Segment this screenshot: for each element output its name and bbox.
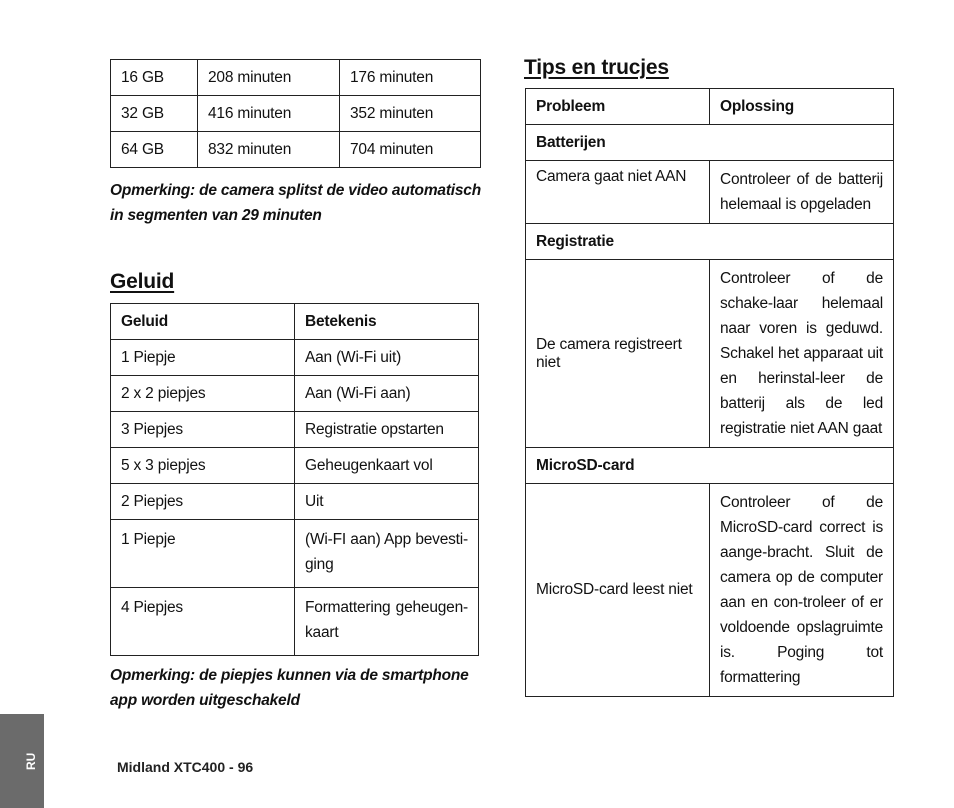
table-row bbox=[111, 448, 479, 484]
table-cell: 5 x 3 piepjes bbox=[111, 448, 295, 484]
geluid-heading: Geluid bbox=[110, 270, 175, 293]
table-row bbox=[111, 96, 481, 132]
table-row bbox=[111, 588, 479, 656]
troubleshooting-table bbox=[525, 88, 894, 697]
table-cell: 416 minuten bbox=[198, 96, 340, 132]
table-row bbox=[526, 484, 894, 697]
column-header-geluid: Geluid bbox=[111, 304, 295, 340]
table-cell: Aan (Wi-Fi uit) bbox=[295, 340, 479, 376]
solution-cell: Controleer of de batterij helemaal is opgeladen bbox=[710, 161, 894, 224]
table-row bbox=[111, 340, 479, 376]
table-cell: 1 Piepje bbox=[111, 340, 295, 376]
table-row bbox=[526, 260, 894, 448]
table-cell: Registratie opstarten bbox=[295, 412, 479, 448]
language-tab-label: RU bbox=[24, 752, 38, 770]
table-cell: 352 minuten bbox=[340, 96, 481, 132]
table-cell: 832 minuten bbox=[198, 132, 340, 168]
table-row bbox=[111, 376, 479, 412]
section-title: MicroSD-card bbox=[526, 448, 894, 484]
table-cell: 64 GB bbox=[111, 132, 198, 168]
tips-heading: Tips en trucjes bbox=[524, 56, 669, 79]
table-row bbox=[526, 161, 894, 224]
section-title: Batterijen bbox=[526, 125, 894, 161]
problem-cell: De camera registreert niet bbox=[526, 260, 710, 448]
table-row bbox=[111, 60, 481, 96]
table-cell: 3 Piepjes bbox=[111, 412, 295, 448]
table-cell: 208 minuten bbox=[198, 60, 340, 96]
problem-cell: MicroSD-card leest niet bbox=[526, 484, 710, 697]
table-cell: Aan (Wi-Fi aan) bbox=[295, 376, 479, 412]
table-row bbox=[111, 484, 479, 520]
table-cell: 176 minuten bbox=[340, 60, 481, 96]
table-cell: (Wi-FI aan) App bevesti-ging bbox=[295, 520, 479, 588]
section-row-registratie bbox=[526, 224, 894, 260]
table-cell: 32 GB bbox=[111, 96, 198, 132]
beep-disable-note: Opmerking: de piepjes kunnen via de smartphone app worden uitgeschakeld bbox=[110, 667, 469, 709]
table-header-row bbox=[111, 304, 479, 340]
table-cell: 2 x 2 piepjes bbox=[111, 376, 295, 412]
section-row-microsd bbox=[526, 448, 894, 484]
section-row-batterijen bbox=[526, 125, 894, 161]
column-header-betekenis: Betekenis bbox=[295, 304, 479, 340]
table-cell: 2 Piepjes bbox=[111, 484, 295, 520]
table-row bbox=[111, 520, 479, 588]
table-cell: 704 minuten bbox=[340, 132, 481, 168]
storage-duration-table bbox=[110, 59, 481, 168]
column-header-oplossing: Oplossing bbox=[710, 89, 894, 125]
solution-cell: Controleer of de MicroSD-card correct is aange-bracht. Sluit de camera op de computer aan en con-troleer of er voldoende opslagruimte is. Poging tot formattering bbox=[710, 484, 894, 697]
table-cell: 1 Piepje bbox=[111, 520, 295, 588]
language-side-tab bbox=[0, 714, 44, 808]
table-cell: 4 Piepjes bbox=[111, 588, 295, 656]
video-split-note: Opmerking: de camera splitst de video automatisch in segmenten van 29 minuten bbox=[110, 182, 481, 224]
table-row bbox=[111, 412, 479, 448]
table-cell: Uit bbox=[295, 484, 479, 520]
table-header-row bbox=[526, 89, 894, 125]
table-cell: 16 GB bbox=[111, 60, 198, 96]
problem-cell: Camera gaat niet AAN bbox=[526, 161, 710, 224]
beep-meaning-table bbox=[110, 303, 479, 656]
table-cell: Geheugenkaart vol bbox=[295, 448, 479, 484]
table-row bbox=[111, 132, 481, 168]
table-cell: Formattering geheugen-kaart bbox=[295, 588, 479, 656]
column-header-probleem: Probleem bbox=[526, 89, 710, 125]
page-footer: Midland XTC400 - 96 bbox=[117, 759, 254, 775]
section-title: Registratie bbox=[526, 224, 894, 260]
solution-cell: Controleer of de schake-laar helemaal naar voren is geduwd. Schakel het apparaat uit en herinstal-leer de batterij als de led registratie niet AAN gaat bbox=[710, 260, 894, 448]
